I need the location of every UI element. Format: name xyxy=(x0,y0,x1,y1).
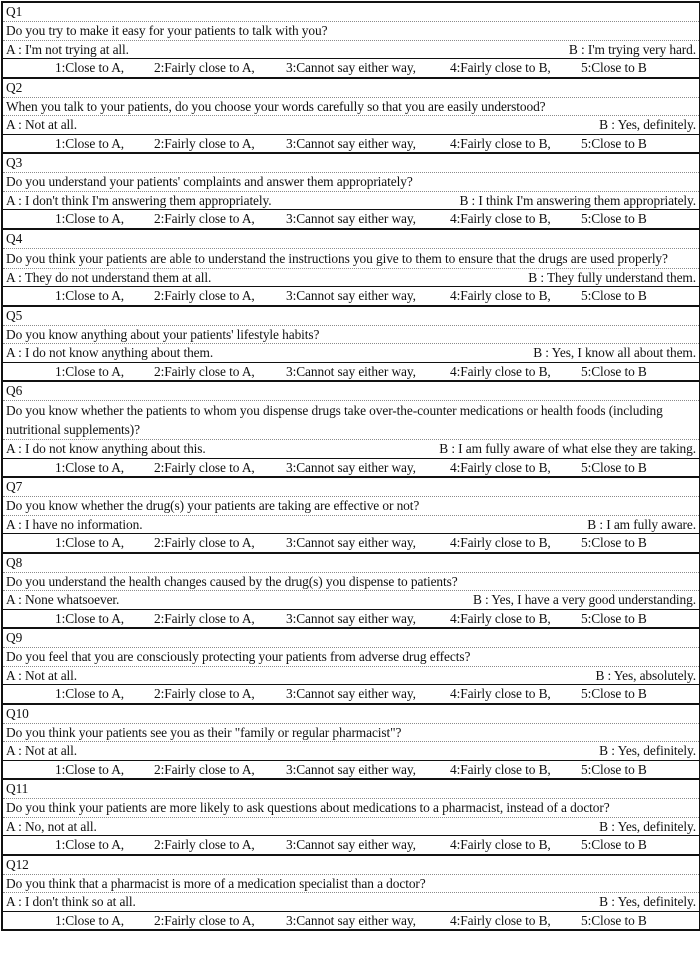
anchor-a: A : Not at all. xyxy=(6,117,78,132)
question-text: Do you know anything about your patients' lifestyle habits? xyxy=(3,326,699,345)
scale-option-5[interactable]: 5:Close to B xyxy=(581,459,647,475)
question-block-q5 xyxy=(3,307,699,383)
response-scale xyxy=(3,609,699,628)
scale-option-3[interactable]: 3:Cannot say either way, xyxy=(286,686,416,701)
scale-option-2[interactable]: 2:Fairly close to A, xyxy=(154,535,255,550)
question-text: Do you try to make it easy for your patients to talk with you? xyxy=(3,22,699,41)
scale-option-1[interactable]: 1:Close to A, xyxy=(55,135,125,151)
answer-anchors xyxy=(3,192,699,210)
answer-anchors xyxy=(3,591,699,609)
anchor-a: A : No, not at all. xyxy=(6,818,97,834)
answer-anchors xyxy=(3,516,699,534)
scale-option-5[interactable]: 5:Close to B xyxy=(581,60,647,75)
scale-option-3[interactable]: 3:Cannot say either way, xyxy=(286,60,416,75)
question-block-q4 xyxy=(3,230,699,307)
anchor-a: A : I have no information. xyxy=(6,516,143,532)
question-block-q1 xyxy=(3,3,699,79)
scale-option-3[interactable]: 3:Cannot say either way, xyxy=(286,459,416,475)
questionnaire-table xyxy=(1,1,700,931)
anchor-b: B : I think I'm answering them appropriately. xyxy=(459,192,696,208)
response-scale xyxy=(3,58,699,77)
scale-option-1[interactable]: 1:Close to A, xyxy=(55,837,125,852)
scale-option-1[interactable]: 1:Close to A, xyxy=(55,610,125,626)
anchor-a: A : I do not know anything about this. xyxy=(6,441,206,456)
scale-option-1[interactable]: 1:Close to A, xyxy=(55,211,125,226)
anchor-b: B : I am fully aware of what else they are taking. xyxy=(439,441,696,456)
question-block-q9 xyxy=(3,629,699,705)
scale-option-4[interactable]: 4:Fairly close to B, xyxy=(450,363,551,379)
scale-option-4[interactable]: 4:Fairly close to B, xyxy=(450,912,551,928)
scale-option-5[interactable]: 5:Close to B xyxy=(581,837,647,852)
anchor-b: B : Yes, definitely. xyxy=(599,117,696,132)
answer-anchors xyxy=(3,742,699,760)
scale-option-2[interactable]: 2:Fairly close to A, xyxy=(154,610,255,626)
question-id: Q1 xyxy=(3,3,699,22)
answer-anchors xyxy=(3,344,699,362)
response-scale xyxy=(3,835,699,854)
scale-option-3[interactable]: 3:Cannot say either way, xyxy=(286,288,416,303)
anchor-b: B : Yes, definitely. xyxy=(599,894,696,909)
response-scale xyxy=(3,209,699,228)
question-id: Q12 xyxy=(3,856,699,875)
question-text: Do you know whether the drug(s) your patients are taking are effective or not? xyxy=(3,497,699,516)
question-text: When you talk to your patients, do you choose your words carefully so that you are easily understood? xyxy=(3,98,699,117)
question-id: Q10 xyxy=(3,705,699,724)
question-text: Do you understand your patients' complaints and answer them appropriately? xyxy=(3,173,699,192)
anchor-a: A : They do not understand them at all. xyxy=(6,269,212,285)
scale-option-5[interactable]: 5:Close to B xyxy=(581,761,647,777)
answer-anchors xyxy=(3,893,699,911)
question-id: Q8 xyxy=(3,554,699,573)
scale-option-3[interactable]: 3:Cannot say either way, xyxy=(286,761,416,777)
question-block-q8 xyxy=(3,554,699,630)
scale-option-4[interactable]: 4:Fairly close to B, xyxy=(450,288,551,303)
response-scale xyxy=(3,458,699,477)
scale-option-3[interactable]: 3:Cannot say either way, xyxy=(286,610,416,626)
scale-option-3[interactable]: 3:Cannot say either way, xyxy=(286,837,416,852)
scale-option-2[interactable]: 2:Fairly close to A, xyxy=(154,211,255,226)
question-block-q6 xyxy=(3,382,699,478)
scale-option-3[interactable]: 3:Cannot say either way, xyxy=(286,535,416,550)
question-block-q3 xyxy=(3,154,699,230)
question-text: Do you know whether the patients to whom you dispense drugs take over-the-counter medications or health foods (including nutritional supplements)? xyxy=(3,401,699,440)
scale-option-3[interactable]: 3:Cannot say either way, xyxy=(286,363,416,379)
response-scale xyxy=(3,684,699,703)
question-id: Q3 xyxy=(3,154,699,173)
anchor-b: B : Yes, I have a very good understanding. xyxy=(472,592,696,607)
scale-option-4[interactable]: 4:Fairly close to B, xyxy=(450,761,551,777)
scale-option-2[interactable]: 2:Fairly close to A, xyxy=(154,459,255,475)
question-id: Q9 xyxy=(3,629,699,648)
answer-anchors xyxy=(3,41,699,59)
scale-option-5[interactable]: 5:Close to B xyxy=(581,535,647,550)
question-block-q10 xyxy=(3,705,699,781)
scale-option-2[interactable]: 2:Fairly close to A, xyxy=(154,686,255,701)
scale-option-4[interactable]: 4:Fairly close to B, xyxy=(450,211,551,226)
scale-option-1[interactable]: 1:Close to A, xyxy=(55,288,125,303)
scale-option-3[interactable]: 3:Cannot say either way, xyxy=(286,912,416,928)
scale-option-4[interactable]: 4:Fairly close to B, xyxy=(450,60,551,75)
anchor-b: B : Yes, I know all about them. xyxy=(533,345,696,360)
response-scale xyxy=(3,286,699,305)
anchor-a: A : I do not know anything about them. xyxy=(6,345,214,360)
scale-option-4[interactable]: 4:Fairly close to B, xyxy=(450,686,551,701)
question-id: Q5 xyxy=(3,307,699,326)
answer-anchors xyxy=(3,269,699,287)
question-text: Do you think your patients are able to understand the instructions you give to them to ensure that the drugs are used properly? xyxy=(3,249,699,269)
question-id: Q4 xyxy=(3,230,699,249)
scale-option-2[interactable]: 2:Fairly close to A, xyxy=(154,837,255,852)
question-block-q7 xyxy=(3,478,699,554)
question-block-q12 xyxy=(3,856,699,930)
response-scale xyxy=(3,362,699,381)
answer-anchors xyxy=(3,116,699,134)
scale-option-1[interactable]: 1:Close to A, xyxy=(55,459,125,475)
scale-option-1[interactable]: 1:Close to A, xyxy=(55,912,125,928)
scale-option-3[interactable]: 3:Cannot say either way, xyxy=(286,211,416,226)
scale-option-4[interactable]: 4:Fairly close to B, xyxy=(450,459,551,475)
scale-option-2[interactable]: 2:Fairly close to A, xyxy=(154,761,255,777)
response-scale xyxy=(3,533,699,552)
scale-option-1[interactable]: 1:Close to A, xyxy=(55,686,125,701)
scale-option-2[interactable]: 2:Fairly close to A, xyxy=(154,60,255,75)
anchor-b: B : Yes, absolutely. xyxy=(595,667,696,683)
scale-option-2[interactable]: 2:Fairly close to A, xyxy=(154,288,255,303)
scale-option-5[interactable]: 5:Close to B xyxy=(581,610,647,626)
scale-option-5[interactable]: 5:Close to B xyxy=(581,211,647,226)
scale-option-3[interactable]: 3:Cannot say either way, xyxy=(286,135,416,151)
question-text: Do you understand the health changes caused by the drug(s) you dispense to patients? xyxy=(3,573,699,592)
scale-option-4[interactable]: 4:Fairly close to B, xyxy=(450,837,551,852)
response-scale xyxy=(3,134,699,153)
anchor-a: A : Not at all. xyxy=(6,667,78,683)
question-block-q11 xyxy=(3,780,699,856)
answer-anchors xyxy=(3,667,699,685)
scale-option-1[interactable]: 1:Close to A, xyxy=(55,60,125,75)
anchor-b: B : They fully understand them. xyxy=(528,269,696,285)
scale-option-4[interactable]: 4:Fairly close to B, xyxy=(450,535,551,550)
anchor-b: B : I'm trying very hard. xyxy=(568,41,696,57)
question-block-q2 xyxy=(3,79,699,155)
answer-anchors xyxy=(3,818,699,836)
question-text: Do you think your patients see you as their "family or regular pharmacist"? xyxy=(3,724,699,743)
scale-option-1[interactable]: 1:Close to A, xyxy=(55,363,125,379)
scale-option-2[interactable]: 2:Fairly close to A, xyxy=(154,912,255,928)
anchor-a: A : I don't think I'm answering them appropriately. xyxy=(6,192,272,208)
question-id: Q11 xyxy=(3,780,699,799)
scale-option-5[interactable]: 5:Close to B xyxy=(581,288,647,303)
scale-option-2[interactable]: 2:Fairly close to A, xyxy=(154,135,255,151)
question-id: Q7 xyxy=(3,478,699,497)
scale-option-5[interactable]: 5:Close to B xyxy=(581,363,647,379)
question-text: Do you think your patients are more likely to ask questions about medications to a pharmacist, instead of a doctor? xyxy=(3,799,699,818)
anchor-a: A : I don't think so at all. xyxy=(6,894,136,909)
anchor-b: B : Yes, definitely. xyxy=(599,743,696,758)
anchor-b: B : I am fully aware. xyxy=(587,516,696,532)
anchor-b: B : Yes, definitely. xyxy=(599,818,696,834)
anchor-a: A : I'm not trying at all. xyxy=(6,41,129,57)
scale-option-1[interactable]: 1:Close to A, xyxy=(55,535,125,550)
scale-option-2[interactable]: 2:Fairly close to A, xyxy=(154,363,255,379)
response-scale xyxy=(3,911,699,930)
scale-option-4[interactable]: 4:Fairly close to B, xyxy=(450,135,551,151)
question-text: Do you think that a pharmacist is more of a medication specialist than a doctor? xyxy=(3,875,699,894)
anchor-a: A : Not at all. xyxy=(6,743,78,758)
question-id: Q2 xyxy=(3,79,699,98)
scale-option-5[interactable]: 5:Close to B xyxy=(581,135,647,151)
anchor-a: A : None whatsoever. xyxy=(6,592,120,607)
scale-option-1[interactable]: 1:Close to A, xyxy=(55,761,125,777)
scale-option-5[interactable]: 5:Close to B xyxy=(581,686,647,701)
scale-option-5[interactable]: 5:Close to B xyxy=(581,912,647,928)
question-id: Q6 xyxy=(3,382,699,401)
response-scale xyxy=(3,760,699,779)
scale-option-4[interactable]: 4:Fairly close to B, xyxy=(450,610,551,626)
question-text: Do you feel that you are consciously protecting your patients from adverse drug effects? xyxy=(3,648,699,667)
answer-anchors xyxy=(3,440,699,458)
